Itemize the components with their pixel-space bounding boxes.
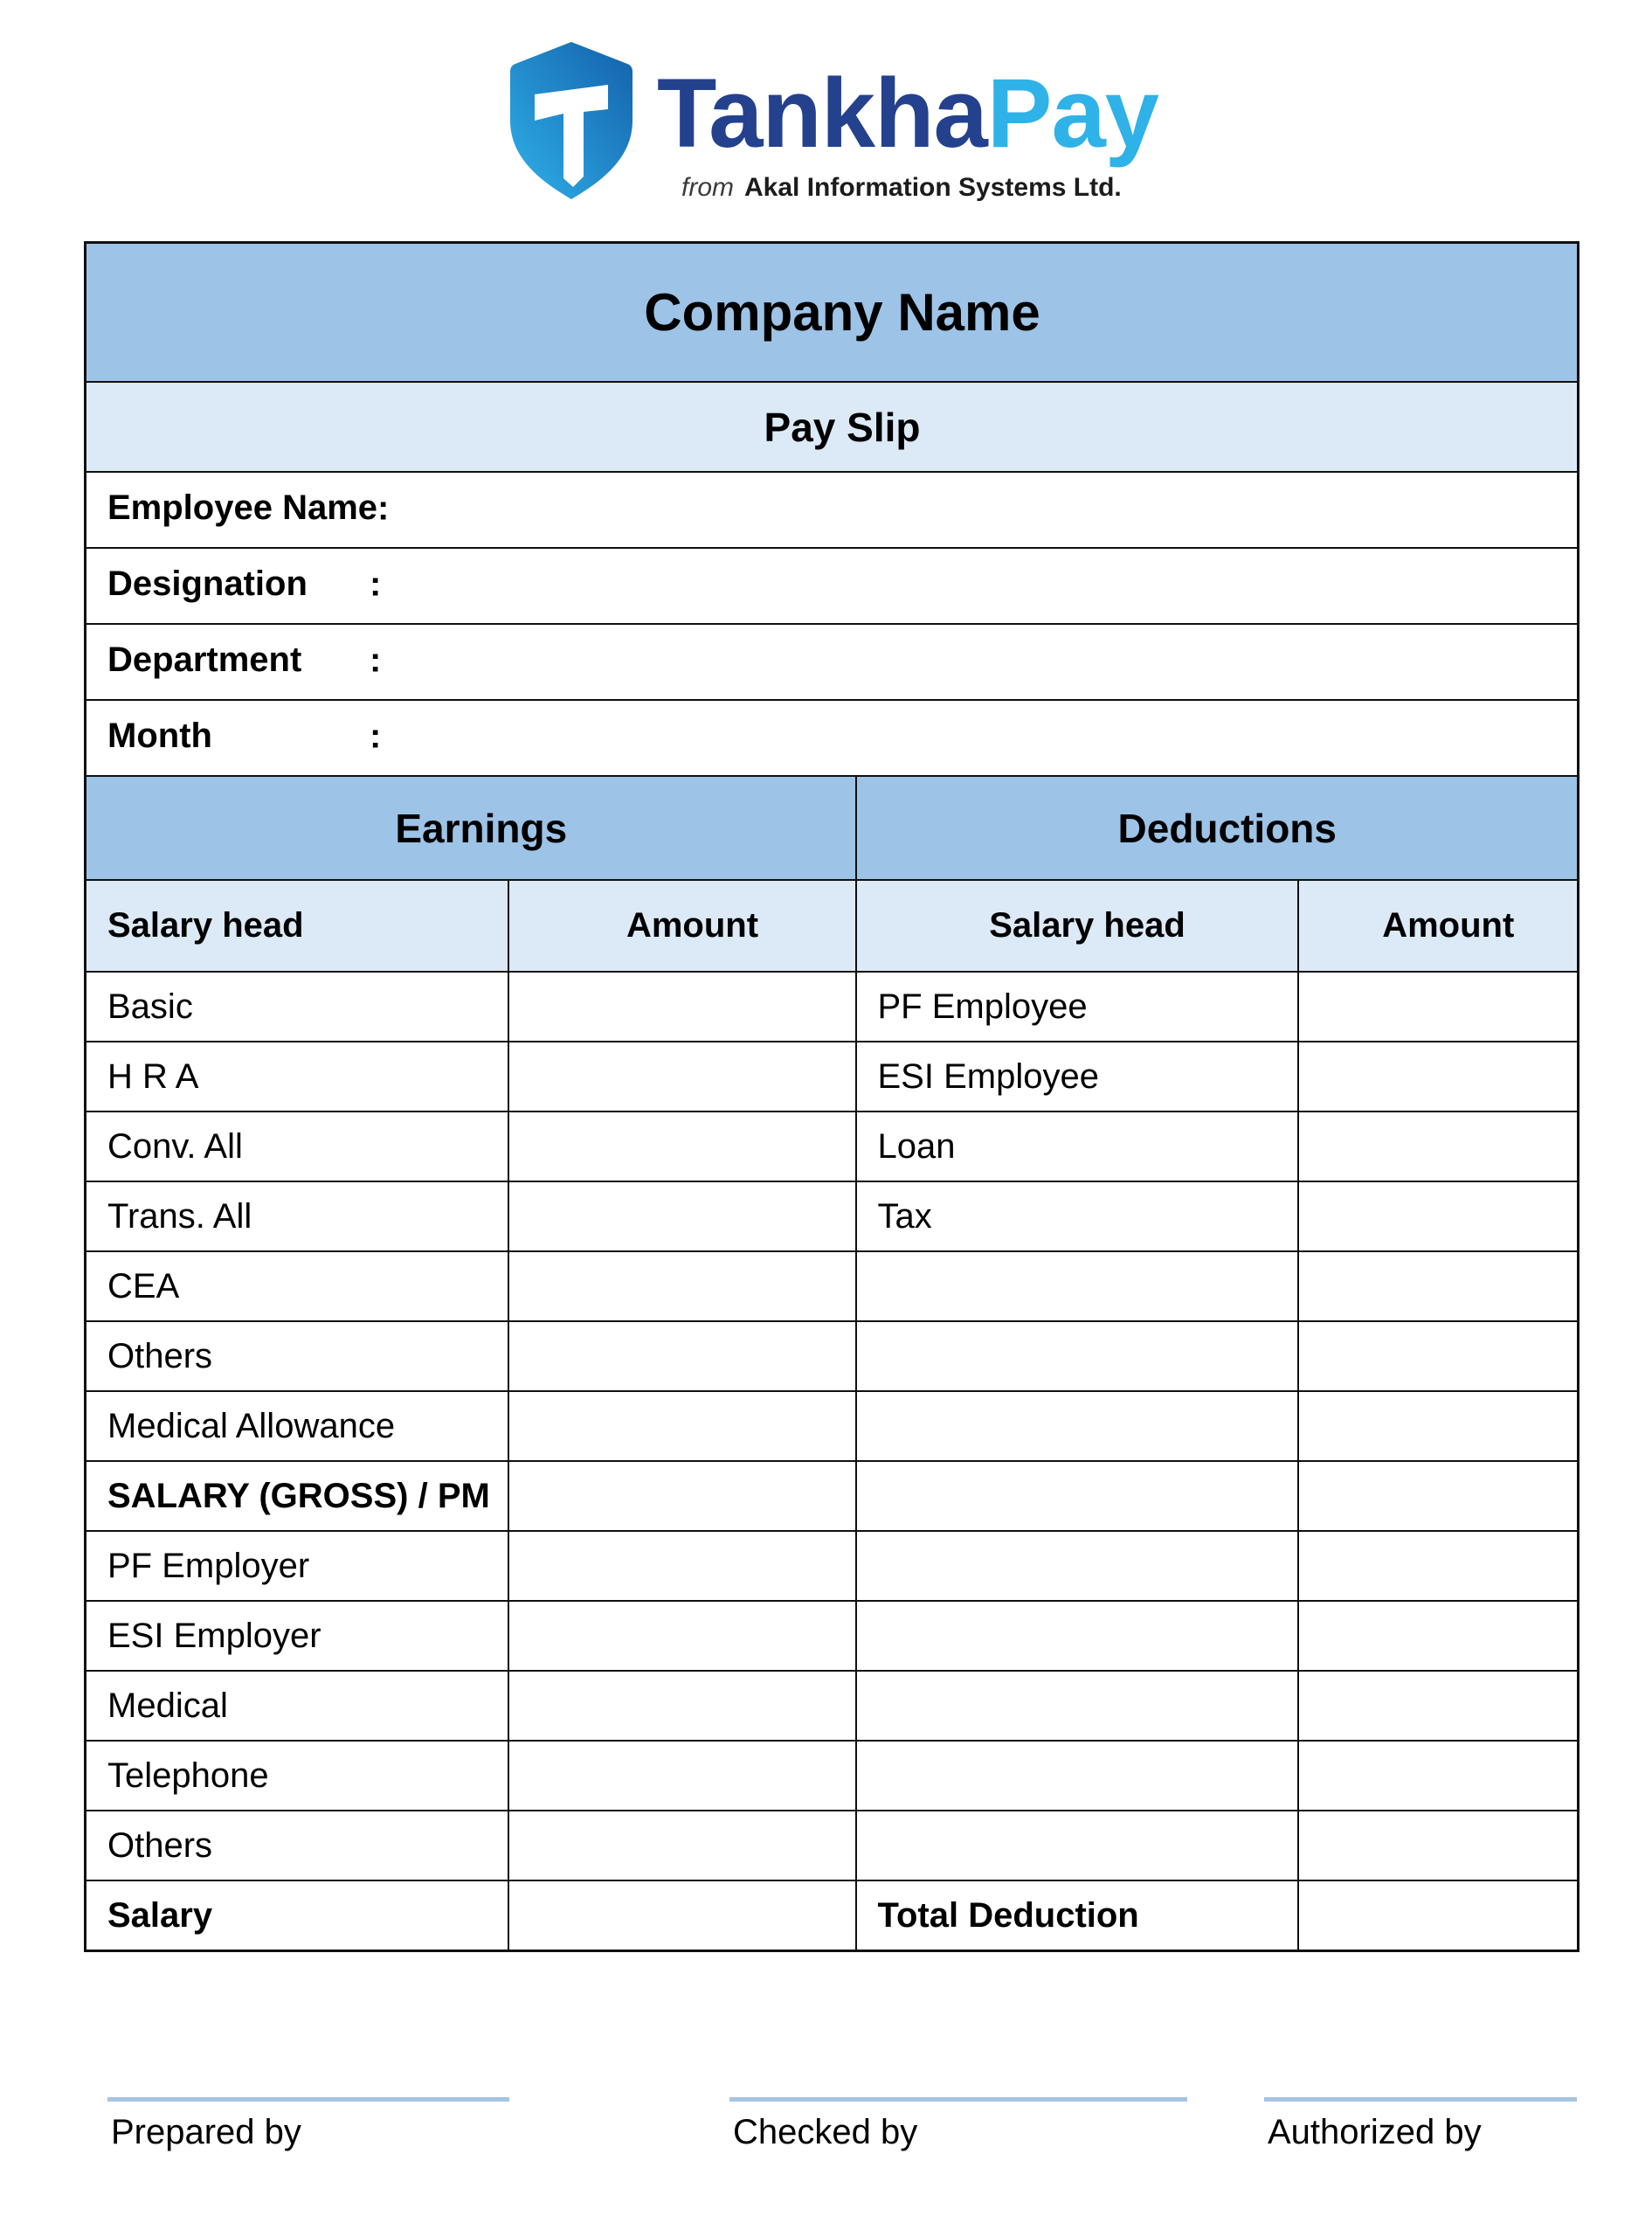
department-value-area[interactable] bbox=[391, 636, 1177, 689]
deduction-amount-cell[interactable] bbox=[1298, 1112, 1579, 1181]
designation-value-area[interactable] bbox=[391, 560, 1177, 613]
tagline-prefix: from bbox=[681, 173, 734, 202]
table-row bbox=[86, 1601, 1579, 1671]
earning-amount-cell[interactable] bbox=[508, 1811, 856, 1880]
field-colon: : bbox=[370, 641, 382, 680]
table-row bbox=[86, 1321, 1579, 1391]
field-colon: : bbox=[370, 564, 382, 604]
deduction-amount-cell[interactable] bbox=[1298, 1461, 1579, 1531]
earning-amount-cell[interactable] bbox=[508, 1531, 856, 1601]
deductions-section-header: Deductions bbox=[856, 776, 1579, 880]
prepared-by-signature-line bbox=[107, 2097, 509, 2102]
earning-row-label: ESI Employer bbox=[86, 1601, 508, 1671]
field-colon: : bbox=[370, 717, 382, 756]
designation-field bbox=[86, 548, 1579, 624]
earning-amount-cell[interactable] bbox=[508, 1321, 856, 1391]
deduction-amount-cell[interactable] bbox=[1298, 1601, 1579, 1671]
deduction-amount-cell[interactable] bbox=[1298, 1321, 1579, 1391]
earning-amount-cell[interactable] bbox=[508, 1671, 856, 1741]
earning-amount-cell[interactable] bbox=[508, 1461, 856, 1531]
earning-row-label: Conv. All bbox=[86, 1112, 508, 1181]
payslip-title-row bbox=[86, 382, 1579, 472]
deduction-amount-cell[interactable] bbox=[1298, 1181, 1579, 1251]
month-field bbox=[86, 700, 1579, 776]
earning-row-label: Salary bbox=[86, 1880, 508, 1951]
deduction-row-label: PF Employee bbox=[856, 972, 1298, 1042]
earning-amount-cell[interactable] bbox=[508, 1601, 856, 1671]
table-row bbox=[86, 1042, 1579, 1112]
department-field bbox=[86, 624, 1579, 700]
designation-label: Designation bbox=[107, 564, 308, 604]
checked-by-label: Checked by bbox=[733, 2113, 918, 2151]
table-row bbox=[86, 1181, 1579, 1251]
deduction-row-label bbox=[856, 1321, 1298, 1391]
deduction-row-label bbox=[856, 1461, 1298, 1531]
brand-tagline bbox=[681, 173, 1122, 202]
earnings-section-header: Earnings bbox=[86, 776, 856, 880]
deduction-amount-cell[interactable] bbox=[1298, 1042, 1579, 1112]
deduction-amount-cell[interactable] bbox=[1298, 1251, 1579, 1321]
earning-amount-cell[interactable] bbox=[508, 1880, 856, 1951]
employee-name-row bbox=[86, 472, 1579, 548]
earning-amount-cell[interactable] bbox=[508, 1112, 856, 1181]
brand-primary-text: Tankha bbox=[657, 59, 987, 168]
earning-row-label: Others bbox=[86, 1811, 508, 1880]
deductions-amount-header: Amount bbox=[1298, 880, 1579, 972]
earning-amount-cell[interactable] bbox=[508, 1251, 856, 1321]
authorized-by-signature-line bbox=[1264, 2097, 1577, 2102]
payslip-table bbox=[84, 241, 1579, 1952]
payslip-title: Pay Slip bbox=[86, 382, 1579, 472]
table-row bbox=[86, 1671, 1579, 1741]
earning-row-label: Basic bbox=[86, 972, 508, 1042]
earning-row-label: Others bbox=[86, 1321, 508, 1391]
month-label: Month bbox=[107, 717, 212, 756]
field-colon: : bbox=[377, 488, 390, 528]
authorized-by-label: Authorized by bbox=[1268, 2113, 1482, 2151]
deduction-row-label: Tax bbox=[856, 1181, 1298, 1251]
deduction-amount-cell[interactable] bbox=[1298, 1811, 1579, 1880]
earning-row-label: Telephone bbox=[86, 1741, 508, 1811]
table-row bbox=[86, 1391, 1579, 1461]
deduction-amount-cell[interactable] bbox=[1298, 1741, 1579, 1811]
table-row bbox=[86, 1251, 1579, 1321]
deductions-salary-head-header: Salary head bbox=[856, 880, 1298, 972]
deduction-row-label: Loan bbox=[856, 1112, 1298, 1181]
department-label: Department bbox=[107, 641, 302, 680]
earning-row-label: Medical Allowance bbox=[86, 1391, 508, 1461]
employee-name-label: Employee Name bbox=[107, 488, 378, 528]
deduction-row-label: Total Deduction bbox=[856, 1880, 1298, 1951]
deduction-amount-cell[interactable] bbox=[1298, 1671, 1579, 1741]
table-row bbox=[86, 1112, 1579, 1181]
earning-amount-cell[interactable] bbox=[508, 1391, 856, 1461]
earning-row-label: Trans. All bbox=[86, 1181, 508, 1251]
earning-row-label: Medical bbox=[86, 1671, 508, 1741]
table-row bbox=[86, 1880, 1579, 1951]
tankhapay-shield-icon bbox=[505, 37, 638, 201]
table-row bbox=[86, 1461, 1579, 1531]
employee-name-value-area[interactable] bbox=[398, 484, 1185, 537]
deduction-amount-cell[interactable] bbox=[1298, 1880, 1579, 1951]
deduction-row-label bbox=[856, 1531, 1298, 1601]
deduction-amount-cell[interactable] bbox=[1298, 1391, 1579, 1461]
prepared-by-label: Prepared by bbox=[111, 2113, 301, 2151]
earning-row-label: CEA bbox=[86, 1251, 508, 1321]
earning-amount-cell[interactable] bbox=[508, 1042, 856, 1112]
earning-amount-cell[interactable] bbox=[508, 1741, 856, 1811]
designation-row bbox=[86, 548, 1579, 624]
checked-by-signature-line bbox=[729, 2097, 1187, 2102]
earning-row-label: SALARY (GROSS) / PM bbox=[86, 1461, 508, 1531]
earning-amount-cell[interactable] bbox=[508, 972, 856, 1042]
deduction-row-label bbox=[856, 1811, 1298, 1880]
deduction-row-label bbox=[856, 1391, 1298, 1461]
column-header-row bbox=[86, 880, 1579, 972]
month-value-area[interactable] bbox=[391, 712, 1177, 765]
department-row bbox=[86, 624, 1579, 700]
table-row bbox=[86, 1741, 1579, 1811]
deduction-amount-cell[interactable] bbox=[1298, 972, 1579, 1042]
earning-amount-cell[interactable] bbox=[508, 1181, 856, 1251]
table-row bbox=[86, 972, 1579, 1042]
month-row bbox=[86, 700, 1579, 776]
earning-row-label: H R A bbox=[86, 1042, 508, 1112]
deduction-row-label bbox=[856, 1601, 1298, 1671]
brand-secondary-text: Pay bbox=[986, 59, 1159, 168]
brand-wordmark bbox=[657, 59, 1159, 168]
deduction-amount-cell[interactable] bbox=[1298, 1531, 1579, 1601]
earning-row-label: PF Employer bbox=[86, 1531, 508, 1601]
deduction-row-label bbox=[856, 1741, 1298, 1811]
employee-name-field bbox=[86, 472, 1579, 548]
deduction-row-label bbox=[856, 1251, 1298, 1321]
earnings-amount-header: Amount bbox=[508, 880, 856, 972]
tagline-company: Akal Information Systems Ltd. bbox=[744, 173, 1122, 202]
table-row bbox=[86, 1811, 1579, 1880]
deduction-row-label: ESI Employee bbox=[856, 1042, 1298, 1112]
company-name: Company Name bbox=[86, 243, 1579, 383]
deduction-row-label bbox=[856, 1671, 1298, 1741]
section-header-row bbox=[86, 776, 1579, 880]
earnings-salary-head-header: Salary head bbox=[86, 880, 508, 972]
company-name-row bbox=[86, 243, 1579, 383]
payslip-data-rows bbox=[86, 972, 1579, 1951]
table-row bbox=[86, 1531, 1579, 1601]
